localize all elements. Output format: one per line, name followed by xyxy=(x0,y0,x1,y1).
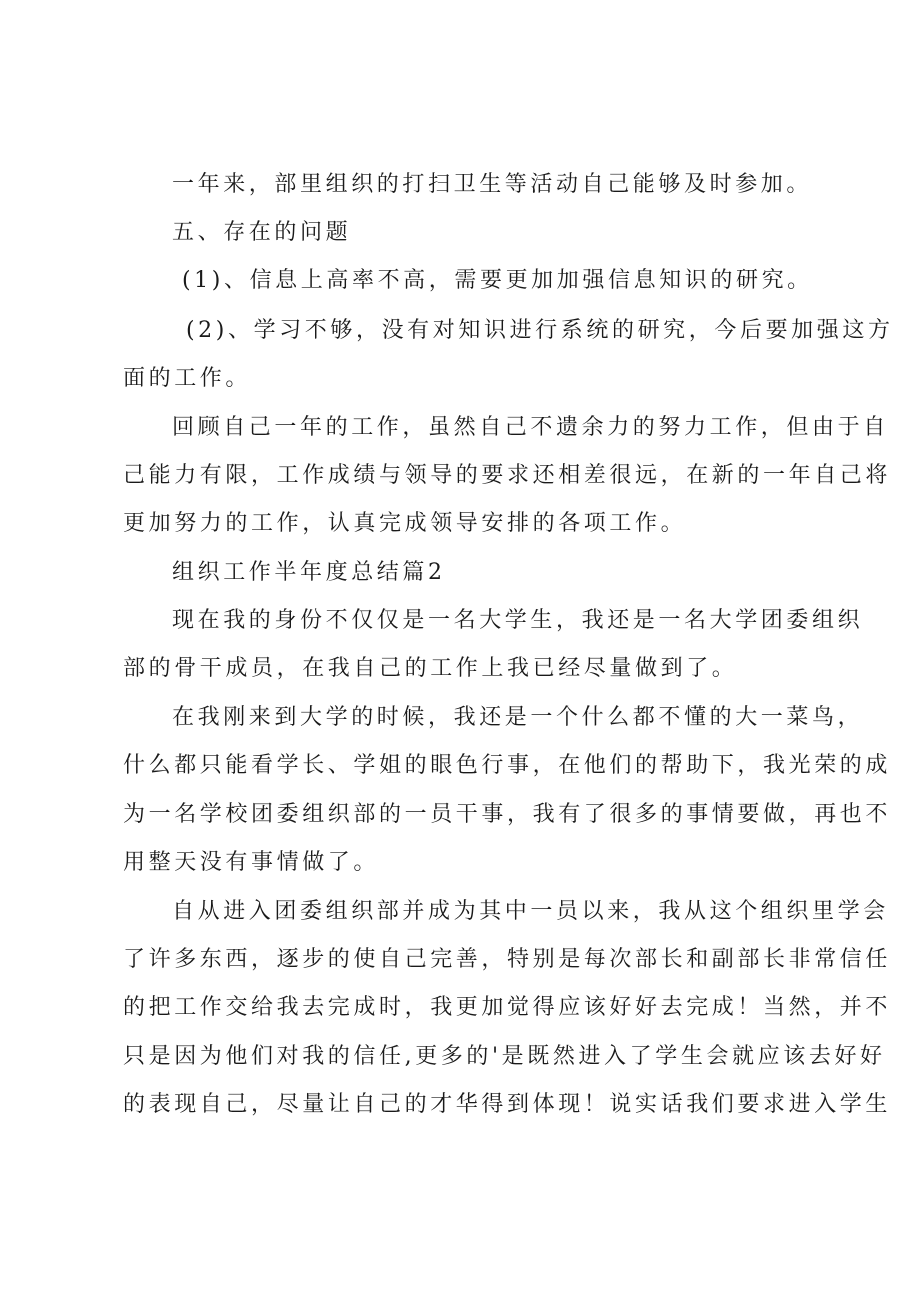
paragraph-line: 自从进入团委组织部并成为其中一员以来，我从这个组织里学会 xyxy=(172,899,889,924)
paragraph-line: 一年来，部里组织的打扫卫生等活动自己能够及时参加。 xyxy=(172,172,813,197)
paragraph-line: 什么都只能看学长、学姐的眼色行事，在他们的帮助下，我光荣的成 xyxy=(123,753,892,778)
paragraph-line: 现在我的身份不仅仅是一名大学生，我还是一名大学团委组织 xyxy=(172,608,864,633)
paragraph-line: 的把工作交给我去完成时，我更加觉得应该好好去完成！当然，并不 xyxy=(123,995,892,1020)
paragraph-line: 了许多东西，逐步的使自己完善，特别是每次部长和副部长非常信任 xyxy=(123,947,892,972)
paragraph-line: 回顾自己一年的工作，虽然自己不遗余力的努力工作，但由于自 xyxy=(172,415,889,440)
paragraph-line: 己能力有限，工作成绩与领导的要求还相差很远，在新的一年自己将 xyxy=(123,463,892,488)
paragraph-line: 部的骨干成员，在我自己的工作上我已经尽量做到了。 xyxy=(123,656,738,681)
paragraph-line: 用整天没有事情做了。 xyxy=(123,850,380,875)
section-heading: 五、存在的问题 xyxy=(172,220,352,245)
article-heading: 组织工作半年度总结篇2 xyxy=(172,560,446,585)
list-item-1: (1)、信息上高率不高，需要更加加强信息知识的研究。 xyxy=(182,268,813,293)
list-item-2-continued: 面的工作。 xyxy=(123,366,252,391)
list-item-2: (2)、学习不够，没有对知识进行系统的研究，今后要加强这方 xyxy=(186,318,894,343)
paragraph-line: 只是因为他们对我的信任,更多的'是既然进入了学生会就应该去好好 xyxy=(123,1044,886,1069)
paragraph-line: 的表现自己，尽量让自己的才华得到体现！说实话我们要求进入学生 xyxy=(123,1092,892,1117)
paragraph-line: 在我刚来到大学的时候，我还是一个什么都不懂的大一菜鸟， xyxy=(172,705,864,730)
paragraph-line: 更加努力的工作，认真完成领导安排的各项工作。 xyxy=(123,511,687,536)
paragraph-line: 为一名学校团委组织部的一员干事，我有了很多的事情要做，再也不 xyxy=(123,802,892,827)
